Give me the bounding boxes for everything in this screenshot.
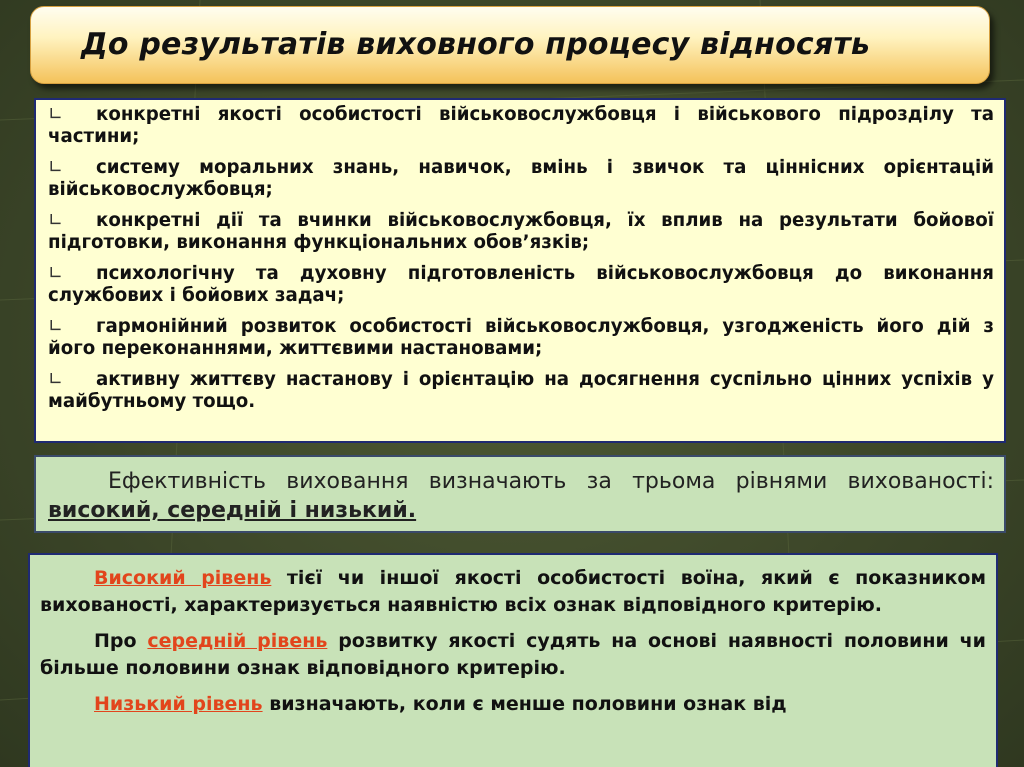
- list-item: [48, 157, 994, 201]
- level-text: тієї чи іншої якості особистості воїна, який є показником вихованості, характеризується наявністю всіх ознак відповідного критерію.: [40, 567, 986, 616]
- list-item: [48, 104, 994, 148]
- levels-box: [28, 553, 998, 767]
- list-item-text: гармонійний розвиток особистості військовослужбовця, узгодженість його дій з його переконаннями, життєвими настановами;: [48, 316, 994, 359]
- effectiveness-levels: високий, середній і низький.: [48, 498, 417, 523]
- level-paragraph-medium: [40, 628, 986, 682]
- bullet-icon: ∟: [48, 157, 64, 178]
- level-term-medium: середній рівень: [147, 630, 328, 652]
- level-paragraph-high: [40, 565, 986, 619]
- level-prefix: Про: [94, 630, 148, 652]
- level-term-high: Високий рівень: [94, 567, 272, 589]
- effectiveness-paragraph: [48, 467, 994, 525]
- level-paragraph-low: [40, 691, 986, 718]
- page-title: До результатів виховного процесу відносять: [81, 27, 871, 62]
- level-text: розвитку якості судять на основі наявності половини чи більше половини ознак відповідного критерію.: [40, 630, 986, 679]
- bullet-icon: ∟: [48, 369, 64, 390]
- bullet-icon: ∟: [48, 104, 64, 125]
- list-item-text: конкретні якості особистості військовослужбовця і військового підрозділу та частини;: [48, 104, 994, 147]
- effectiveness-box: [34, 455, 1006, 533]
- list-item: [48, 263, 994, 307]
- level-term-low: Низький рівень: [94, 693, 263, 715]
- list-item: [48, 316, 994, 360]
- bullet-icon: ∟: [48, 263, 64, 284]
- list-item: [48, 210, 994, 254]
- list-item-text: конкретні дії та вчинки військовослужбовця, їх вплив на результати бойової підготовки, виконання функціональних обов’язків;: [48, 210, 994, 253]
- list-item-text: систему моральних знань, навичок, вмінь і звичок та ціннісних орієнтацій військовослужбовця;: [48, 157, 994, 200]
- bullet-icon: ∟: [48, 316, 64, 337]
- level-text: визначають, коли є менше половини ознак від: [262, 693, 787, 715]
- list-item: [48, 369, 994, 413]
- results-list: [34, 98, 1006, 443]
- list-item-text: активну життєву настанову і орієнтацію на досягнення суспільно цінних успіхів у майбутньому тощо.: [48, 369, 994, 412]
- list-item-text: психологічну та духовну підготовленість військовослужбовця до виконання службових і бойових задач;: [48, 263, 994, 306]
- effectiveness-text: Ефективність виховання визначають за трьома рівнями вихованості:: [108, 469, 994, 494]
- title-banner: [30, 6, 990, 84]
- bullet-icon: ∟: [48, 210, 64, 231]
